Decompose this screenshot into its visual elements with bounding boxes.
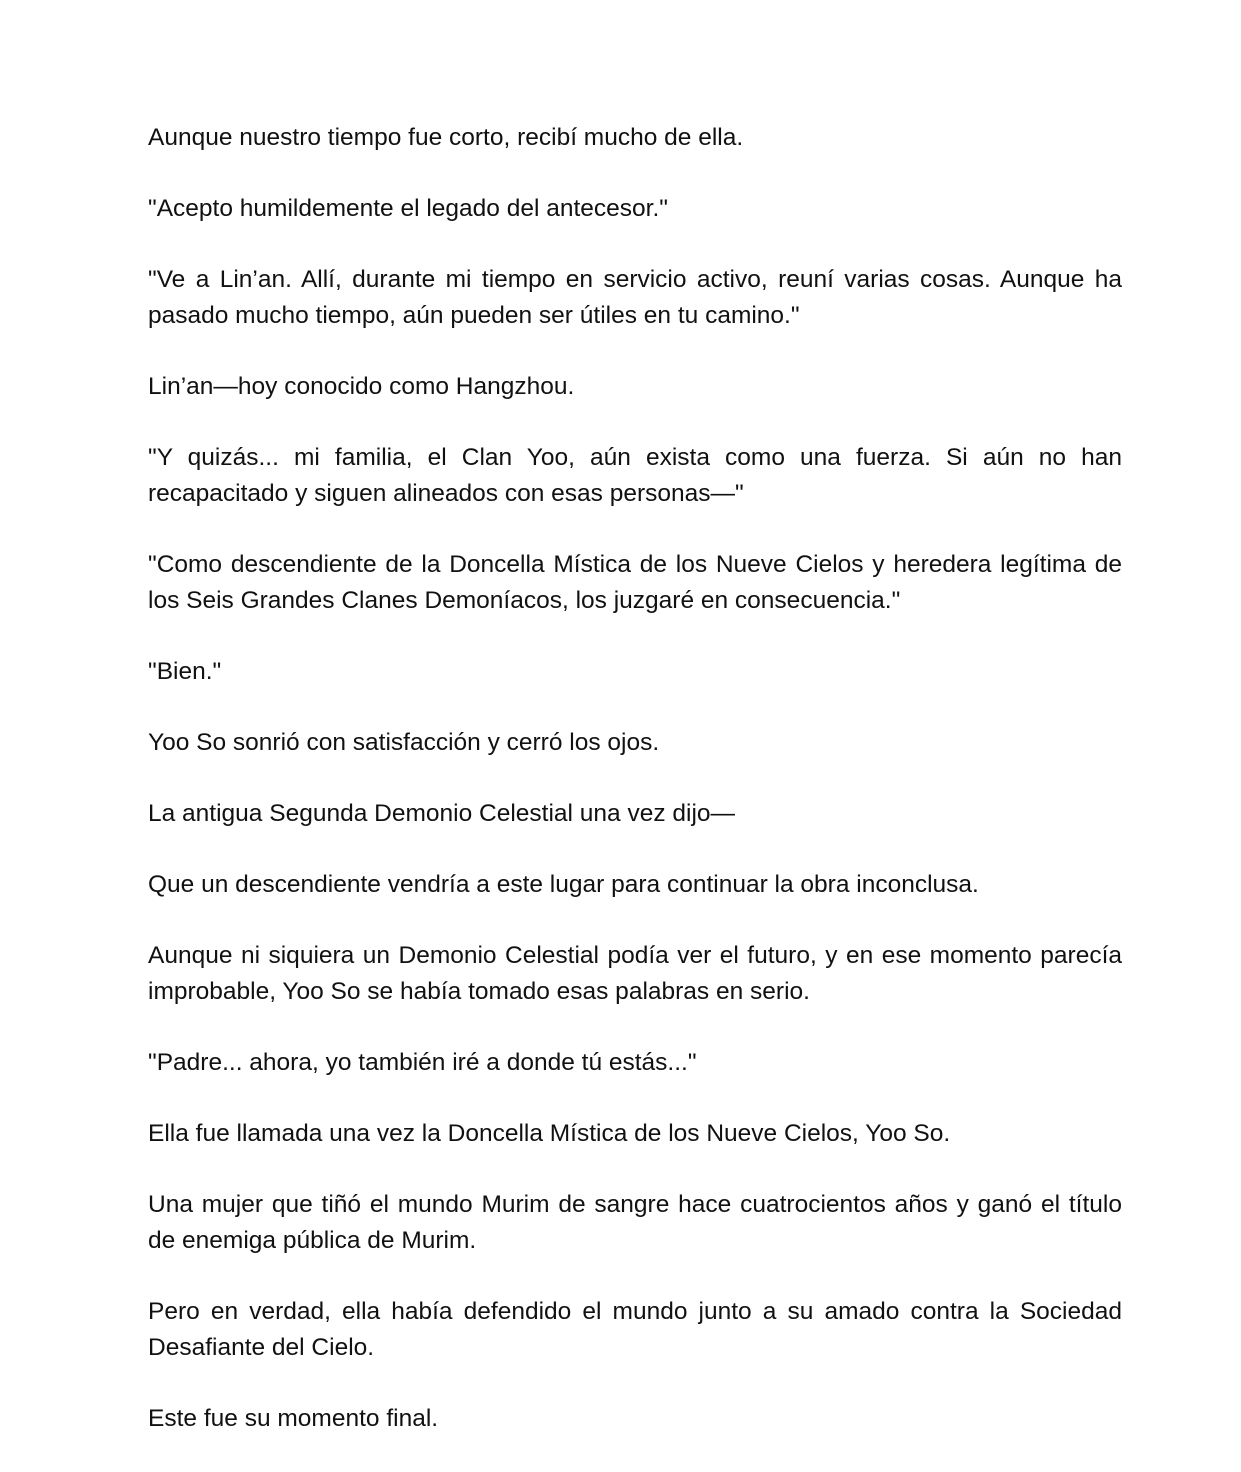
paragraph: "Bien."	[148, 658, 222, 685]
paragraph: "Ve a Lin’an. Allí, durante mi tiempo en servicio activo, reuní varias cosas. Aunque ha pasado mucho tiempo, aún pueden ser útiles en tu camino."	[148, 266, 1122, 329]
document-page	[148, 120, 1122, 1472]
paragraph: Este fue su momento final.	[148, 1405, 439, 1432]
paragraph: Ella fue llamada una vez la Doncella Mística de los Nueve Cielos, Yoo So.	[148, 1120, 951, 1147]
paragraph: "Y quizás... mi familia, el Clan Yoo, aún exista como una fuerza. Si aún no han recapacitado y siguen alineados con esas personas—"	[148, 444, 1122, 507]
paragraph: Aunque nuestro tiempo fue corto, recibí mucho de ella.	[148, 124, 744, 151]
paragraph: "Como descendiente de la Doncella Mística de los Nueve Cielos y heredera legítima de los Seis Grandes Clanes Demoníacos, los juzgaré en consecuencia."	[148, 551, 1122, 614]
paragraph: Yoo So sonrió con satisfacción y cerró los ojos.	[148, 729, 660, 756]
paragraph: Una mujer que tiñó el mundo Murim de sangre hace cuatrocientos años y ganó el título de enemiga pública de Murim.	[148, 1191, 1122, 1254]
paragraph: Aunque ni siquiera un Demonio Celestial podía ver el futuro, y en ese momento parecía improbable, Yoo So se había tomado esas palabras en serio.	[148, 942, 1122, 1005]
paragraph: "Padre... ahora, yo también iré a donde tú estás..."	[148, 1049, 697, 1076]
paragraph: "Acepto humildemente el legado del antecesor."	[148, 195, 668, 222]
paragraph: Lin’an—hoy conocido como Hangzhou.	[148, 373, 575, 400]
paragraph: Que un descendiente vendría a este lugar para continuar la obra inconclusa.	[148, 871, 979, 898]
paragraph: Pero en verdad, ella había defendido el mundo junto a su amado contra la Sociedad Desafiante del Cielo.	[148, 1298, 1122, 1361]
paragraph: La antigua Segunda Demonio Celestial una vez dijo—	[148, 800, 736, 827]
